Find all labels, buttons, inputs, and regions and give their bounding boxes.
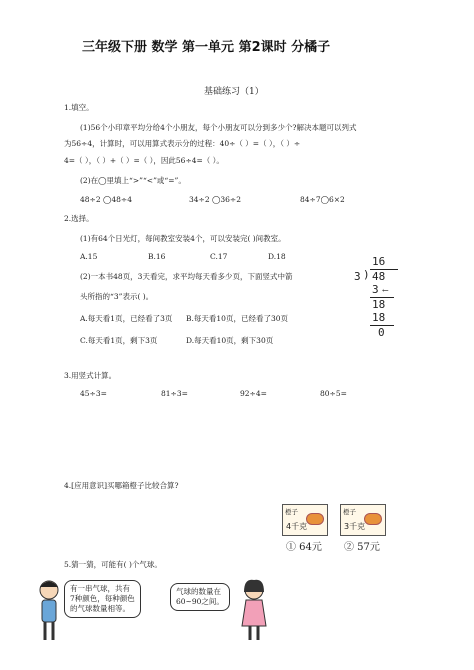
long-division-figure: 16 3 ) 48 3 ← 18 18 0: [352, 254, 402, 344]
division-final: 0: [378, 326, 385, 339]
q3-item-4: 80÷5=: [320, 389, 347, 398]
q2-heading: 2.选择。: [64, 214, 94, 223]
bubble2-line2: 60~90之间。: [176, 597, 224, 606]
q3-item-1: 45÷3=: [80, 389, 107, 398]
q2-p2-line2: 头所指的“3”表示( )。: [80, 292, 154, 301]
q3-item-2: 81÷3=: [161, 389, 188, 398]
bubble1-line2: 7种颜色，每种颜色: [70, 594, 135, 603]
q2-p2-option-a: A.每天看1页，已经看了3页: [80, 314, 173, 323]
q2-p1-option-a: A.15: [80, 252, 98, 261]
q2-p1-option-d: D.18: [268, 252, 286, 261]
q1-p1-line2: 为56÷4，计算时，可以用算式表示分的过程：40÷（ ）=（ ），（ ）÷: [64, 139, 301, 148]
division-divisor: 3: [354, 270, 361, 283]
bubble2-line1: 气球的数量在: [176, 587, 221, 596]
box1-price: ① 64元: [286, 542, 322, 553]
q2-p2-line1: (2)一本书48页，3天看完，求平均每天看多少页，下面竖式中箭: [80, 272, 293, 281]
q2-p1-option-c: C.17: [210, 252, 228, 261]
bubble1-line3: 的气球数量相等。: [70, 604, 130, 613]
box2-price: ② 57元: [344, 542, 380, 553]
bubble1-line1: 有一串气球，共有: [70, 584, 130, 593]
q3-item-3: 92÷4=: [240, 389, 267, 398]
division-step1: 3: [372, 283, 379, 296]
q2-p2-option-b: B.每天看10页，已经看了30页: [186, 314, 288, 323]
division-step2: 18: [372, 311, 386, 324]
speech-bubble-boy: [64, 580, 141, 618]
orange-box-2: [340, 504, 386, 536]
box2-tag: 橙子: [343, 508, 356, 516]
arrow-icon: ←: [382, 286, 389, 295]
page-title: 三年级下册 数学 第一单元 第2课时 分橘子: [82, 40, 331, 55]
q1-p1-line1: (1)56个小印章平均分给4个小朋友，每个小朋友可以分到多少个?解决本题可以列式: [80, 123, 357, 132]
q5-heading: 5.猜一猜，可能有( )个气球。: [64, 560, 162, 569]
q2-p1: (1)有64个日光灯，每间教室安装4个，可以安装完( )间教室。: [80, 234, 286, 243]
q1-compare-3: 84÷7◯6×2: [300, 195, 345, 204]
q1-compare-2: 34÷2 ◯36÷2: [189, 195, 241, 204]
box2-weight: 3千克: [344, 522, 366, 531]
orange-icon: [306, 513, 324, 525]
q1-p2: (2)在◯里填上“>”“<”或“=”。: [80, 176, 186, 185]
division-quotient: 16: [372, 255, 386, 268]
speech-bubble-girl: [170, 583, 230, 611]
q2-p1-option-b: B.16: [148, 252, 166, 261]
q1-heading: 1.填空。: [64, 103, 94, 112]
division-remainder1: 18: [372, 298, 386, 311]
girl-illustration: [240, 578, 268, 644]
box1-tag: 橙子: [285, 508, 298, 516]
q4-heading: 4.[应用意识]买哪箱橙子比较合算?: [64, 481, 179, 490]
q1-compare-1: 48÷2 ◯48÷4: [80, 195, 132, 204]
q1-p1-line3: 4=（ ），（ ）+（ ）=（ ），因此56÷4=（ ）。: [64, 156, 224, 165]
q3-heading: 3.用竖式计算。: [64, 371, 117, 380]
orange-icon: [364, 513, 382, 525]
section-subtitle: 基础练习（1）: [204, 87, 264, 97]
orange-box-1: [282, 504, 328, 536]
q2-p2-option-c: C.每天看1页，剩下3页: [80, 336, 158, 345]
q2-p2-option-d: D.每天看10页，剩下30页: [186, 336, 274, 345]
box1-weight: 4千克: [286, 522, 308, 531]
division-dividend: 48: [372, 270, 386, 283]
boy-illustration: [36, 578, 62, 644]
